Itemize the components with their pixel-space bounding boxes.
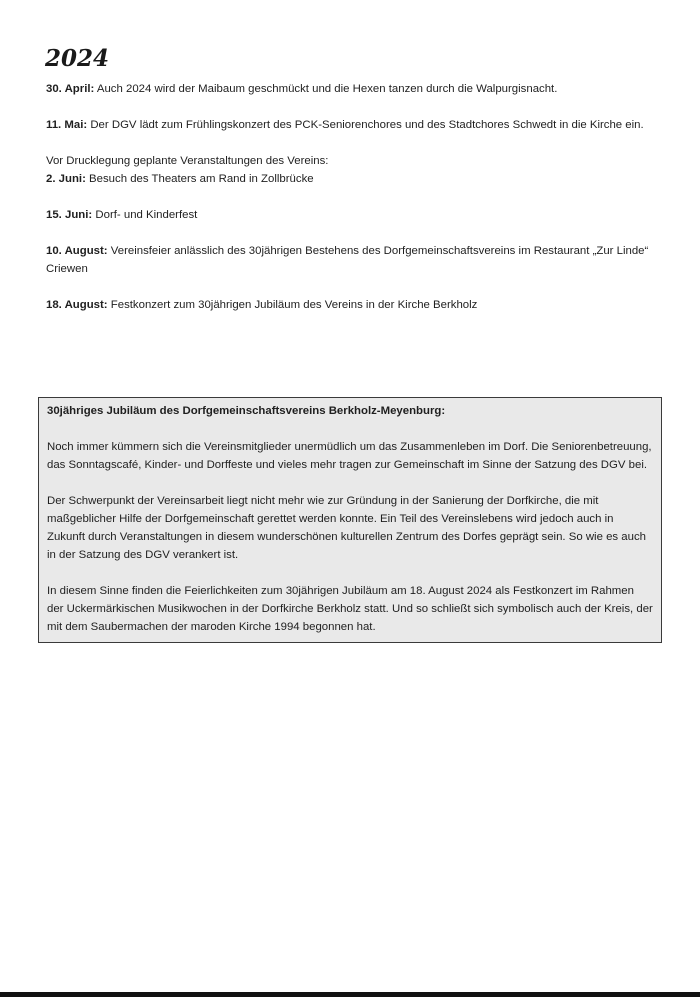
event-date: 10. August: (46, 245, 108, 257)
event-text: Der DGV lädt zum Frühlingskonzert des PCK-Seniorenchores und des Stadtchores Schwedt in die Kirche ein. (87, 119, 644, 131)
event-date: 15. Juni: (46, 209, 93, 221)
event-date: 2. Juni: (46, 173, 86, 185)
page-bottom-border (0, 992, 700, 997)
event-item (46, 296, 656, 314)
event-item (46, 242, 656, 278)
event-text: Vereinsfeier anlässlich des 30jährigen Bestehens des Dorfgemeinschaftsvereins im Restaurant „Zur Linde“ Criewen (46, 245, 649, 275)
event-text: Dorf- und Kinderfest (92, 209, 198, 221)
event-item (46, 80, 656, 98)
event-text: Besuch des Theaters am Rand in Zollbrücke (85, 173, 314, 185)
event-list (46, 80, 656, 314)
event-item (46, 170, 656, 188)
page-title: 2024 (45, 45, 110, 72)
infobox-paragraph: Noch immer kümmern sich die Vereinsmitglieder unermüdlich um das Zusammenleben im Dorf. Die Seniorenbetreuung, das Sonntagscafé, Kinder- und Dorffeste und vieles mehr tragen zur Gemeinschaft im Sinne der Satzung des DGV bei. (47, 441, 652, 471)
event-date: 30. April: (46, 83, 95, 95)
event-text: Auch 2024 wird der Maibaum geschmückt und die Hexen tanzen durch die Walpurgisnacht. (94, 83, 558, 95)
infobox-paragraph: Der Schwerpunkt der Vereinsarbeit liegt nicht mehr wie zur Gründung in der Sanierung der Dorfkirche, die mit maßgeblicher Hilfe der Dorfgemeinschaft gerettet werden konnte. Ein Teil des Vereinslebens wird jedoch auch in Zukunft durch Veranstaltungen in diesem wunderschönen kulturellen Zentrum des Dorfes geprägt sein. So wie es auch in der Satzung des DGV verankert ist. (47, 495, 646, 561)
event-item (46, 116, 656, 134)
infobox-heading: 30jähriges Jubiläum des Dorfgemeinschaftsvereins Berkholz-Meyenburg: (47, 405, 446, 417)
event-date: 18. August: (46, 299, 108, 311)
planned-events-intro: Vor Drucklegung geplante Veranstaltungen des Vereins: (46, 155, 329, 167)
event-text: Festkonzert zum 30jährigen Jubiläum des Vereins in der Kirche Berkholz (107, 299, 478, 311)
anniversary-infobox (38, 397, 662, 643)
event-date: 11. Mai: (46, 119, 88, 131)
infobox-paragraph: In diesem Sinne finden die Feierlichkeiten zum 30jährigen Jubiläum am 18. August 2024 als Festkonzert im Rahmen der Uckermärkischen Musikwochen in der Dorfkirche Berkholz statt. Und so schließt sich symbolisch auch der Kreis, der mit dem Saubermachen der maroden Kirche 1994 begonnen hat. (47, 585, 653, 633)
event-item (46, 206, 656, 224)
